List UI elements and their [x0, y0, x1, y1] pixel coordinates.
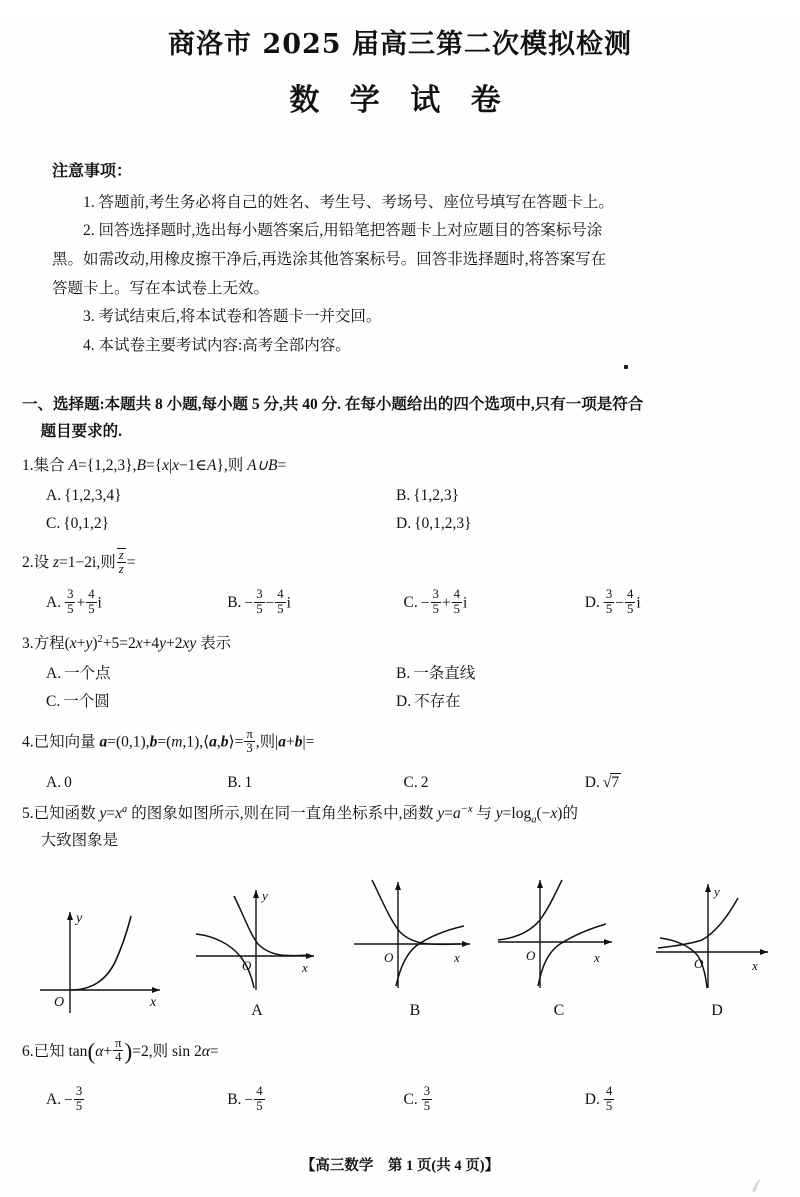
q1-options-row-1 — [46, 484, 746, 509]
q4-eq6: |= — [302, 733, 315, 751]
q6-number: 6. — [22, 1042, 34, 1060]
q4-vector-b3: b — [294, 733, 303, 751]
q3-option-c-label: C. — [46, 693, 61, 711]
q1-option-c[interactable] — [46, 512, 396, 537]
ref-axis-label-y: y — [76, 910, 83, 926]
q2-option-d-frac2 — [625, 588, 635, 616]
figure-option-b[interactable] — [350, 878, 480, 1024]
q2-frac-numerator: z — [118, 547, 124, 562]
q6-frac-num: π — [115, 1035, 122, 1050]
q4-vector-a: a — [99, 733, 108, 751]
opt-b-axis-label-x: x — [454, 949, 460, 965]
q2b-d2: 5 — [277, 601, 284, 616]
q5-eq3: =log — [502, 804, 532, 822]
q1-option-d[interactable] — [396, 512, 746, 537]
section-heading — [22, 391, 778, 445]
question-1-options — [46, 484, 746, 538]
q4-option-a-text: 0 — [64, 773, 72, 791]
q6-prefix: 已知 tan — [33, 1042, 88, 1060]
q3-plus: + — [76, 634, 86, 652]
page-title: 商洛市 2025 届高三第二次模拟检测 — [168, 29, 632, 60]
q2c-n2: 4 — [453, 587, 460, 602]
q5-var-x2: x — [550, 804, 558, 822]
q2-option-d-suffix: i — [636, 594, 641, 612]
q6-option-b-label: B. — [227, 1091, 242, 1109]
q2a-d1: 5 — [67, 601, 74, 616]
q5-paren: (− — [536, 804, 551, 822]
q2-option-c-frac1 — [431, 588, 441, 616]
q2-option-d-frac1 — [604, 588, 614, 616]
q2-option-d-label: D. — [584, 594, 600, 612]
q2d-d2: 5 — [626, 601, 634, 616]
q5-log-base: a — [531, 813, 537, 825]
question-2 — [22, 549, 778, 617]
q2b-n1: 3 — [256, 587, 263, 602]
q3-options-row-1 — [46, 662, 746, 687]
q2-option-a-label: A. — [46, 594, 62, 612]
page-footer: 【高三数学 第 1 页(共 4 页)】 — [300, 1158, 500, 1174]
q6-option-c-label: C. — [403, 1091, 418, 1109]
q2c-d1: 5 — [432, 601, 439, 616]
q2-option-a-frac1 — [65, 588, 75, 616]
q5-var-y1: y — [99, 804, 107, 822]
q4-option-b-text: 1 — [244, 773, 253, 791]
opt-c-axis-label-x: x — [594, 949, 600, 965]
q4-frac-den: 3 — [246, 740, 253, 755]
q5-exp-a: a — [122, 803, 128, 815]
q6-open-paren: ( — [87, 1038, 96, 1065]
q6-option-a[interactable] — [46, 1084, 227, 1115]
question-5-stem — [22, 802, 778, 829]
q2d-n1: 3 — [605, 587, 613, 602]
q5-number: 5. — [22, 804, 34, 822]
q5-mid1: 的图象如图所示,则在同一直角坐标系中,函数 — [127, 804, 438, 822]
notice-item-1: 1. 答题前,考生务必将自己的姓名、考生号、考场号、座位号填写在答题卡上。 — [83, 193, 614, 211]
q3-var-x: x — [69, 634, 77, 652]
q6a-den: 5 — [75, 1098, 83, 1113]
opt-a-origin-label: O — [242, 957, 252, 973]
q3-option-a-label: A. — [46, 664, 62, 682]
notice-section — [52, 157, 748, 361]
q2c-d2: 5 — [453, 601, 460, 616]
figure-option-a[interactable] — [192, 882, 322, 1024]
q6-option-a-sign: − — [64, 1091, 73, 1109]
notice-item-4: 4. 本试卷主要考试内容:高考全部内容。 — [83, 336, 351, 354]
q5-end: )的 — [557, 804, 578, 822]
q3-var-y2: y — [159, 634, 167, 652]
q1-var-x1: x — [162, 456, 170, 474]
q6-option-b[interactable] — [227, 1084, 403, 1115]
q1-set-a: A — [68, 456, 78, 474]
q4-var-m: m — [171, 733, 183, 751]
q6-option-a-label: A. — [46, 1091, 62, 1109]
notice-heading: 注意事项： — [52, 163, 133, 180]
question-2-options — [46, 587, 766, 618]
q5-exp-negx: −x — [460, 803, 473, 815]
q2-frac-denominator: z — [118, 562, 124, 577]
q4-option-d-label: D. — [584, 773, 600, 791]
q6d-den: 5 — [605, 1098, 613, 1113]
q2-option-c-sign: − — [420, 594, 430, 612]
q1-option-a-label: A. — [46, 486, 62, 504]
figure-reference-power-function — [32, 898, 172, 1018]
section-heading-line1: 一、选择题:本题共 8 小题,每小题 5 分,共 40 分. 在每小题给出的四个选项中,只有一项是符合 — [22, 395, 644, 413]
q6-pi-fraction — [113, 1037, 123, 1065]
q3-exponent: 2 — [97, 633, 103, 645]
q2-eq: =1−2i,则 — [59, 554, 116, 572]
q5-base-a: a — [452, 804, 461, 822]
q2-stem-prefix: 设 — [33, 554, 54, 572]
q2a-n1: 3 — [67, 587, 74, 602]
q4-prefix: 已知向量 — [33, 733, 100, 751]
figure-option-c[interactable] — [494, 878, 624, 1024]
question-2-stem — [22, 549, 778, 578]
q2-option-b-suffix: i — [286, 594, 291, 612]
q6-close-paren: ) — [124, 1038, 133, 1065]
q4-option-d-text: 7 — [611, 773, 620, 791]
opt-d-axis-label-x: x — [752, 957, 758, 973]
q1-option-d-label: D. — [396, 515, 412, 533]
q4-eq1: =(0,1), — [107, 733, 150, 751]
q1-eq1: ={1,2,3}, — [77, 456, 137, 474]
q1-number: 1. — [22, 456, 34, 474]
q3-option-c[interactable] — [46, 690, 396, 715]
q2-option-a-frac2 — [86, 588, 96, 616]
q4-vector-b: b — [149, 733, 158, 751]
q1-close: },则 — [216, 456, 248, 474]
q2-option-c-label: C. — [403, 594, 418, 612]
q4-vector-b2: b — [220, 733, 229, 751]
notice-item-2-cont-b: 答题卡上。写在本试卷上无效。 — [52, 279, 270, 297]
q5-eq2: = — [444, 804, 453, 822]
question-4 — [22, 726, 778, 795]
figure-option-a-label: A — [251, 1001, 263, 1019]
opt-a-axis-label-x: x — [302, 959, 308, 975]
figure-option-d-label: D — [711, 1001, 723, 1019]
q1-option-a-text: {1,2,3,4} — [64, 486, 122, 504]
q1-option-c-label: C. — [46, 515, 61, 533]
q5-var-y2: y — [437, 804, 445, 822]
q4-frac-num: π — [246, 726, 253, 741]
q4-option-a[interactable] — [46, 771, 227, 796]
q1-eq2: ={ — [145, 456, 163, 474]
q2-option-a[interactable] — [46, 587, 227, 618]
q4-eq3: ,1),⟨ — [182, 733, 210, 751]
q4-comma: , — [216, 733, 221, 751]
q6-eq: =2,则 sin 2 — [132, 1042, 202, 1060]
q4-option-d[interactable] — [585, 771, 766, 796]
q4-eq5: ,则| — [255, 733, 279, 751]
question-4-options — [46, 771, 766, 796]
question-5-figures — [22, 860, 778, 1030]
q2-option-d[interactable] — [584, 587, 766, 618]
section-heading-line2: 题目要求的. — [40, 422, 122, 440]
q1-option-b-label: B. — [396, 486, 411, 504]
q2-option-c[interactable] — [403, 587, 585, 618]
notice-item-3: 3. 考试结束后,将本试卷和答题卡一并交回。 — [83, 308, 382, 326]
q1-set-a2: A — [207, 456, 217, 474]
q3-mid: +5=2 — [102, 634, 136, 652]
question-6 — [22, 1034, 778, 1115]
q1-stem-prefix: 集合 — [33, 456, 69, 474]
opt-b-origin-label: O — [384, 949, 394, 965]
q1-option-b[interactable] — [396, 484, 746, 509]
q2-option-c-suffix: i — [462, 594, 468, 612]
q2-option-b-sign: − — [244, 594, 254, 612]
q6b-den: 5 — [256, 1098, 263, 1113]
q2b-n2: 4 — [277, 587, 284, 602]
q3-option-a[interactable] — [46, 662, 396, 687]
q3-plus3: +2 — [166, 634, 183, 652]
corner-scan-mark — [750, 1177, 764, 1193]
question-6-stem — [22, 1034, 778, 1071]
q2b-d1: 5 — [256, 601, 263, 616]
q2c-n1: 3 — [432, 587, 439, 602]
q4-option-b-label: B. — [227, 773, 242, 791]
q2-option-b-op: − — [265, 594, 275, 612]
q2-number: 2. — [22, 554, 34, 572]
opt-c-origin-label: O — [526, 947, 536, 963]
q2a-n2: 4 — [88, 587, 95, 602]
q4-eq4: ⟩= — [228, 733, 244, 751]
q4-option-c[interactable] — [404, 771, 585, 796]
notice-item-2-cont-a: 黑。如需改动,用橡皮擦干净后,再选涂其他答案标号。回答非选择题时,将答案写在 — [52, 250, 607, 268]
q5-var-x1: x — [115, 804, 123, 822]
q6-end: = — [209, 1042, 219, 1060]
question-1-stem — [22, 454, 778, 479]
q3-option-b-label: B. — [396, 664, 411, 682]
figure-option-b-label: B — [409, 1001, 421, 1019]
q4-option-c-label: C. — [403, 773, 418, 791]
q2-end: = — [126, 554, 136, 572]
opt-d-origin-label: O — [694, 955, 704, 971]
q1-options-row-2 — [46, 512, 746, 537]
q5-mid2: 与 — [472, 804, 496, 822]
q3-options-row-2 — [46, 690, 746, 715]
question-3-stem — [22, 632, 778, 657]
ref-axis-label-x: x — [150, 994, 157, 1010]
q6-alpha: α — [95, 1042, 104, 1060]
question-1 — [22, 454, 778, 537]
q2-option-b-frac2 — [275, 588, 285, 616]
q6-option-d-label: D. — [584, 1091, 600, 1109]
q1-end: = — [277, 456, 287, 474]
q4-vector-a3: a — [278, 733, 286, 751]
q6c-num: 3 — [423, 1084, 431, 1099]
q4-option-c-text: 2 — [420, 773, 429, 791]
q1-union: A∪B — [247, 456, 278, 474]
question-3-options — [46, 662, 746, 716]
q1-option-a[interactable] — [46, 484, 396, 509]
q6-option-a-frac — [74, 1085, 84, 1113]
q1-option-d-text: {0,1,2,3} — [414, 515, 472, 533]
q3-option-c-text: 一个圆 — [63, 693, 110, 711]
q6-option-c[interactable] — [403, 1084, 585, 1115]
q1-bar: | — [169, 456, 173, 474]
q4-eq2: =( — [157, 733, 172, 751]
q1-set-b: B — [136, 456, 146, 474]
q2-option-a-suffix: i — [97, 594, 102, 612]
q5-eq1: = — [106, 804, 116, 822]
q6-option-d-frac — [604, 1085, 614, 1113]
q6b-num: 4 — [256, 1084, 263, 1099]
q2-option-c-op: + — [441, 594, 451, 612]
scan-artifact-dot — [624, 365, 628, 369]
opt-d-axis-label-y: y — [714, 883, 720, 899]
q3-option-b[interactable] — [396, 662, 746, 687]
q2a-d2: 5 — [88, 601, 95, 616]
q6-option-c-frac — [422, 1085, 432, 1113]
q4-option-a-label: A. — [46, 773, 62, 791]
question-4-stem — [22, 726, 778, 757]
q1-option-c-text: {0,1,2} — [63, 515, 110, 533]
q3-option-d[interactable] — [396, 690, 746, 715]
q2-option-b-label: B. — [227, 594, 242, 612]
q3-option-b-text: 一条直线 — [413, 664, 476, 682]
q1-option-b-text: {1,2,3} — [413, 486, 460, 504]
q3-prefix: 方程( — [33, 634, 70, 652]
q1-minus: −1∈ — [179, 456, 207, 474]
q4-angle-fraction — [244, 728, 254, 756]
q2-option-a-op: + — [76, 594, 86, 612]
q2d-n2: 4 — [626, 587, 634, 602]
q2-option-d-op: − — [615, 594, 624, 612]
notice-item-2: 2. 回答选择题时,选出每小题答案后,用铅笔把答题卡上对应题目的答案标号涂 — [83, 222, 603, 240]
q2-option-b[interactable] — [227, 587, 403, 618]
q6-option-b-sign: − — [244, 1091, 254, 1109]
q6-option-b-frac — [254, 1085, 264, 1113]
opt-a-axis-label-y: y — [262, 887, 268, 903]
q4-plus: + — [286, 733, 295, 751]
q2-option-c-frac2 — [452, 588, 462, 616]
q6-plus: + — [103, 1042, 113, 1060]
q6c-den: 5 — [423, 1098, 431, 1113]
q3-number: 3. — [22, 634, 34, 652]
q3-var-y: y — [85, 634, 93, 652]
q3-paren: ) — [92, 634, 98, 652]
ref-origin-label: O — [54, 994, 65, 1010]
q4-option-b[interactable] — [227, 771, 403, 796]
q6a-num: 3 — [75, 1084, 83, 1099]
figure-option-c-label: C — [553, 1001, 565, 1019]
q6-option-d[interactable] — [584, 1084, 766, 1115]
q3-option-d-label: D. — [396, 693, 412, 711]
page-subtitle: 数 学 试 卷 — [289, 83, 511, 118]
q6d-num: 4 — [605, 1084, 613, 1099]
q4-sqrt-icon: √ — [602, 773, 612, 791]
q2d-d1: 5 — [605, 601, 613, 616]
q3-plus2: +4 — [142, 634, 160, 652]
q4-vector-a2: a — [209, 733, 217, 751]
q6-alpha2: α — [201, 1042, 210, 1060]
q3-option-d-text: 不存在 — [414, 693, 461, 711]
q2-option-b-frac1 — [254, 588, 264, 616]
q5-prefix: 已知函数 — [33, 804, 100, 822]
q4-number: 4. — [22, 733, 34, 751]
figure-option-d[interactable] — [652, 880, 782, 1024]
q3-option-a-text: 一个点 — [64, 664, 111, 682]
exam-page — [0, 22, 800, 1197]
q3-var-xy: xy — [182, 634, 197, 652]
question-5-stem-line2: 大致图象是 — [40, 831, 119, 849]
q2-conjugate-fraction — [117, 548, 126, 577]
q6-frac-den: 4 — [115, 1050, 122, 1065]
q5-var-y3: y — [495, 804, 503, 822]
q1-var-x2: x — [172, 456, 180, 474]
question-3 — [22, 632, 778, 716]
q3-var-x2: x — [135, 634, 143, 652]
q3-end: 表示 — [196, 634, 232, 652]
q2-var-z: z — [53, 554, 60, 572]
question-6-options — [46, 1084, 766, 1115]
question-5 — [22, 802, 778, 1030]
